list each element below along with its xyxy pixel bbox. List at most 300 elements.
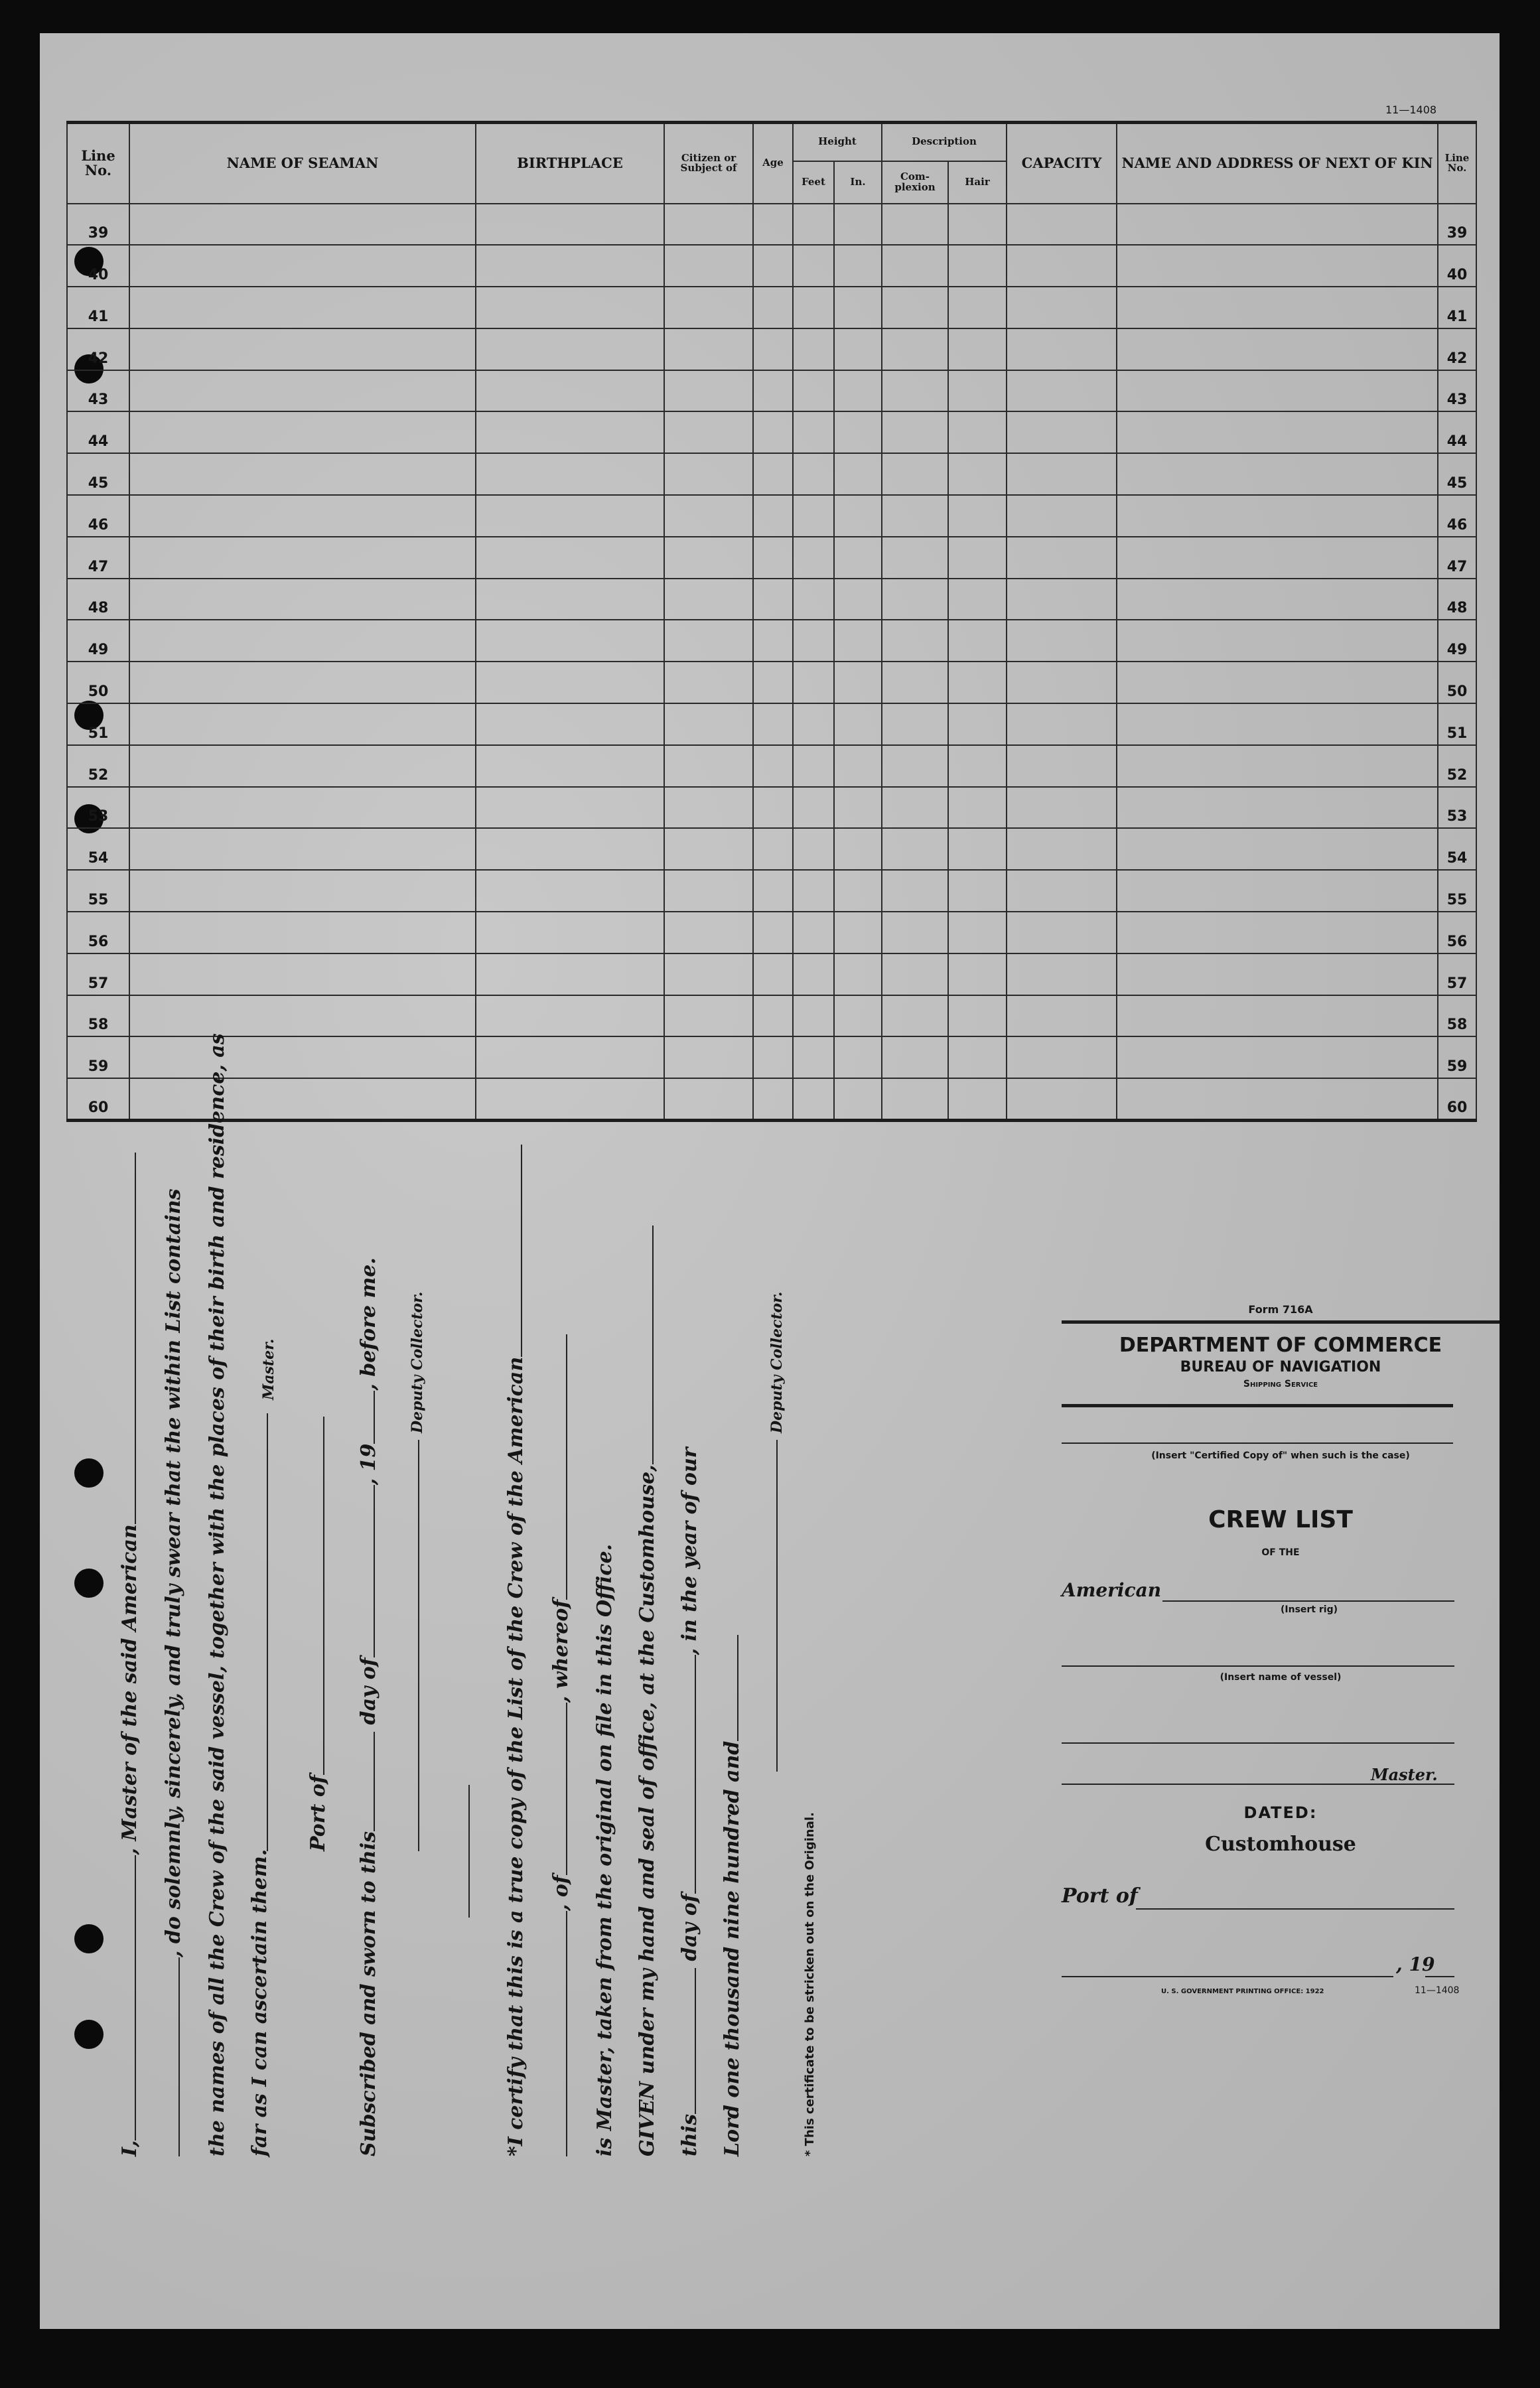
- table-cell[interactable]: [793, 411, 834, 453]
- cert-vessel-name-blank: [566, 1911, 567, 2156]
- table-cell[interactable]: [882, 953, 948, 995]
- table-cell[interactable]: [793, 495, 834, 537]
- table-cell[interactable]: [664, 204, 753, 246]
- table-cell[interactable]: [793, 995, 834, 1037]
- table-cell[interactable]: [753, 370, 793, 412]
- table-cell[interactable]: [834, 245, 882, 287]
- line-number-right: 48: [1438, 579, 1476, 620]
- table-cell[interactable]: [1007, 579, 1117, 620]
- table-cell[interactable]: [664, 953, 753, 995]
- table-cell[interactable]: [129, 204, 476, 246]
- table-cell[interactable]: [753, 495, 793, 537]
- table-cell[interactable]: [664, 245, 753, 287]
- rig-field: [1162, 1579, 1454, 1602]
- table-cell[interactable]: [129, 495, 476, 537]
- jurat-port-blank: [323, 1417, 324, 1775]
- table-cell[interactable]: [1007, 453, 1117, 495]
- jurat-day-blank: [374, 1732, 375, 1831]
- oath-line-1: [118, 1153, 141, 2156]
- table-cell[interactable]: [129, 1036, 476, 1078]
- table-cell[interactable]: [834, 870, 882, 912]
- line-number-left: 40: [67, 245, 129, 287]
- table-cell[interactable]: [834, 328, 882, 370]
- line-number-left: 56: [67, 912, 129, 953]
- table-cell[interactable]: [882, 870, 948, 912]
- table-row: [67, 995, 1476, 1037]
- table-cell[interactable]: [1007, 912, 1117, 953]
- table-cell[interactable]: [948, 953, 1007, 995]
- table-cell[interactable]: [948, 620, 1007, 662]
- table-cell[interactable]: [476, 870, 664, 912]
- table-cell[interactable]: [129, 870, 476, 912]
- table-cell[interactable]: [129, 912, 476, 953]
- table-cell[interactable]: [834, 1036, 882, 1078]
- header-complexion: Com- plexion: [882, 161, 948, 204]
- oath-line-3: the names of all the Crew of the said vessel, together with the places of their birth and residence, as: [206, 1033, 229, 2156]
- cert-signature-line: [776, 1440, 778, 1772]
- jurat-month-blank: [374, 1485, 375, 1657]
- cert-year-blank: [737, 1635, 738, 1741]
- table-cell[interactable]: [129, 745, 476, 787]
- table-cell[interactable]: [882, 287, 948, 328]
- table-cell[interactable]: [834, 953, 882, 995]
- table-cell[interactable]: [882, 204, 948, 246]
- table-cell[interactable]: [753, 411, 793, 453]
- insert-vessel-name: (Insert name of vessel): [1220, 1672, 1342, 1683]
- dated-label: DATED:: [1243, 1803, 1318, 1822]
- table-cell[interactable]: [1007, 953, 1117, 995]
- table-cell[interactable]: [834, 703, 882, 745]
- table-cell[interactable]: [664, 495, 753, 537]
- cover-year-field: [1425, 1956, 1454, 1977]
- table-cell[interactable]: [948, 828, 1007, 870]
- table-cell[interactable]: [753, 1078, 793, 1120]
- table-cell[interactable]: [753, 204, 793, 246]
- table-cell[interactable]: [664, 579, 753, 620]
- table-cell[interactable]: [834, 537, 882, 579]
- table-cell[interactable]: [476, 204, 664, 246]
- table-cell[interactable]: [129, 453, 476, 495]
- table-cell[interactable]: [948, 1036, 1007, 1078]
- table-cell[interactable]: [1007, 703, 1117, 745]
- table-cell[interactable]: [793, 787, 834, 829]
- separator-line: [468, 1785, 470, 1918]
- table-cell[interactable]: [834, 495, 882, 537]
- table-cell[interactable]: [664, 1036, 753, 1078]
- table-cell[interactable]: [1117, 453, 1438, 495]
- table-cell[interactable]: [664, 870, 753, 912]
- line-number-left: 43: [67, 370, 129, 412]
- table-cell[interactable]: [753, 453, 793, 495]
- line-number-right: 52: [1438, 745, 1476, 787]
- table-cell[interactable]: [1007, 495, 1117, 537]
- insert-rig: (Insert rig): [1281, 1604, 1338, 1615]
- table-cell[interactable]: [753, 828, 793, 870]
- table-cell[interactable]: [476, 662, 664, 703]
- table-cell[interactable]: [882, 1078, 948, 1120]
- cert-this: this: [678, 2114, 701, 2156]
- form-code-top: 11—1408: [1385, 104, 1437, 116]
- table-cell[interactable]: [834, 453, 882, 495]
- table-cell[interactable]: [1117, 537, 1438, 579]
- line-number-left: 42: [67, 328, 129, 370]
- table-cell[interactable]: [129, 411, 476, 453]
- table-cell[interactable]: [664, 662, 753, 703]
- table-row: [67, 245, 1476, 287]
- table-cell[interactable]: [793, 579, 834, 620]
- jurat-subscribed: Subscribed and sworn to this: [357, 1831, 380, 2156]
- table-cell[interactable]: [834, 370, 882, 412]
- line-number-right: 57: [1438, 953, 1476, 995]
- table-cell[interactable]: [793, 328, 834, 370]
- table-cell[interactable]: [882, 411, 948, 453]
- table-cell[interactable]: [834, 579, 882, 620]
- table-cell[interactable]: [948, 662, 1007, 703]
- cert-lord: Lord one thousand nine hundred and: [721, 1740, 744, 2156]
- table-cell[interactable]: [1117, 370, 1438, 412]
- table-cell[interactable]: [1007, 328, 1117, 370]
- table-cell[interactable]: [129, 328, 476, 370]
- table-cell[interactable]: [882, 745, 948, 787]
- table-cell[interactable]: [664, 787, 753, 829]
- table-cell[interactable]: [1117, 995, 1438, 1037]
- table-cell[interactable]: [476, 411, 664, 453]
- table-cell[interactable]: [129, 1078, 476, 1120]
- cover-master-label: Master.: [1371, 1765, 1438, 1784]
- table-cell[interactable]: [793, 204, 834, 246]
- line-number-left: 60: [67, 1078, 129, 1120]
- crew-table: [66, 121, 1477, 1122]
- table-cell[interactable]: [882, 995, 948, 1037]
- cert-line-4: [636, 1226, 659, 2156]
- line-number-left: 45: [67, 453, 129, 495]
- table-cell[interactable]: [948, 912, 1007, 953]
- line-number-left: 55: [67, 870, 129, 912]
- oath-i: I,: [118, 2140, 141, 2156]
- table-row: [67, 579, 1476, 620]
- table-cell[interactable]: [948, 787, 1007, 829]
- table-cell[interactable]: [476, 370, 664, 412]
- table-cell[interactable]: [664, 995, 753, 1037]
- line-number-left: 51: [67, 703, 129, 745]
- table-cell[interactable]: [1007, 370, 1117, 412]
- table-cell[interactable]: [882, 703, 948, 745]
- table-row: [67, 287, 1476, 328]
- table-cell[interactable]: [1007, 411, 1117, 453]
- table-cell[interactable]: [948, 370, 1007, 412]
- table-cell[interactable]: [834, 620, 882, 662]
- table-cell[interactable]: [882, 328, 948, 370]
- table-cell[interactable]: [948, 703, 1007, 745]
- table-cell[interactable]: [882, 495, 948, 537]
- table-cell[interactable]: [948, 495, 1007, 537]
- table-cell[interactable]: [948, 579, 1007, 620]
- table-cell[interactable]: [476, 620, 664, 662]
- oath-solemnly: , do solemnly, sincerely, and truly swear that the within List contains: [162, 1188, 185, 1957]
- table-cell[interactable]: [476, 1078, 664, 1120]
- table-cell[interactable]: [793, 287, 834, 328]
- crew-list-title: CREW LIST: [1208, 1506, 1353, 1533]
- table-cell[interactable]: [664, 537, 753, 579]
- table-cell[interactable]: [1007, 662, 1117, 703]
- table-cell[interactable]: [129, 995, 476, 1037]
- table-cell[interactable]: [834, 912, 882, 953]
- table-cell[interactable]: [793, 1036, 834, 1078]
- table-cell[interactable]: [793, 662, 834, 703]
- header-line-no-right: Line No.: [1438, 123, 1476, 204]
- table-row: [67, 787, 1476, 829]
- punch-hole: [74, 1924, 104, 1953]
- table-cell[interactable]: [753, 537, 793, 579]
- cover-panel: [1062, 1281, 1500, 2223]
- table-cell[interactable]: [476, 953, 664, 995]
- table-cell[interactable]: [753, 912, 793, 953]
- table-cell[interactable]: [948, 245, 1007, 287]
- table-cell[interactable]: [1117, 1078, 1438, 1120]
- table-cell[interactable]: [753, 787, 793, 829]
- table-cell[interactable]: [882, 537, 948, 579]
- table-cell[interactable]: [793, 1078, 834, 1120]
- table-cell[interactable]: [834, 1078, 882, 1120]
- table-cell[interactable]: [753, 1036, 793, 1078]
- table-cell[interactable]: [1117, 328, 1438, 370]
- table-cell[interactable]: [664, 287, 753, 328]
- table-cell[interactable]: [476, 287, 664, 328]
- table-cell[interactable]: [476, 703, 664, 745]
- table-cell[interactable]: [882, 662, 948, 703]
- line-number-right: 54: [1438, 828, 1476, 870]
- header-age: Age: [753, 123, 793, 204]
- table-cell[interactable]: [664, 1078, 753, 1120]
- table-cell[interactable]: [882, 787, 948, 829]
- table-cell[interactable]: [1117, 495, 1438, 537]
- table-cell[interactable]: [1117, 787, 1438, 829]
- table-cell[interactable]: [948, 745, 1007, 787]
- table-cell[interactable]: [753, 620, 793, 662]
- table-cell[interactable]: [834, 828, 882, 870]
- table-cell[interactable]: [1117, 204, 1438, 246]
- table-row: [67, 328, 1476, 370]
- line-number-left: 54: [67, 828, 129, 870]
- table-cell[interactable]: [882, 370, 948, 412]
- table-cell[interactable]: [753, 662, 793, 703]
- table-cell[interactable]: [948, 328, 1007, 370]
- table-cell[interactable]: [948, 453, 1007, 495]
- line-number-left: 49: [67, 620, 129, 662]
- table-cell[interactable]: [664, 620, 753, 662]
- table-cell[interactable]: [753, 870, 793, 912]
- table-cell[interactable]: [1117, 287, 1438, 328]
- table-cell[interactable]: [753, 287, 793, 328]
- table-cell[interactable]: [1117, 662, 1438, 703]
- table-cell[interactable]: [948, 204, 1007, 246]
- table-cell[interactable]: [882, 453, 948, 495]
- table-cell[interactable]: [664, 411, 753, 453]
- table-cell[interactable]: [753, 703, 793, 745]
- table-cell[interactable]: [948, 995, 1007, 1037]
- table-cell[interactable]: [753, 328, 793, 370]
- form-number: Form 716A: [1248, 1303, 1313, 1316]
- table-cell[interactable]: [1117, 579, 1438, 620]
- table-cell[interactable]: [476, 995, 664, 1037]
- table-cell[interactable]: [664, 828, 753, 870]
- table-cell[interactable]: [664, 453, 753, 495]
- table-cell[interactable]: [753, 995, 793, 1037]
- table-cell[interactable]: [476, 745, 664, 787]
- table-cell[interactable]: [1007, 828, 1117, 870]
- header-inches: In.: [834, 161, 882, 204]
- table-cell[interactable]: [129, 245, 476, 287]
- table-cell[interactable]: [1117, 745, 1438, 787]
- table-cell[interactable]: [129, 287, 476, 328]
- table-cell[interactable]: [793, 620, 834, 662]
- table-cell[interactable]: [753, 579, 793, 620]
- header-name-of-seaman: NAME OF SEAMAN: [129, 123, 476, 204]
- table-cell[interactable]: [476, 912, 664, 953]
- table-cell[interactable]: [129, 953, 476, 995]
- table-cell[interactable]: [1007, 870, 1117, 912]
- table-cell[interactable]: [753, 953, 793, 995]
- bureau-title: BUREAU OF NAVIGATION: [1180, 1359, 1381, 1375]
- table-cell[interactable]: [793, 870, 834, 912]
- table-cell[interactable]: [129, 703, 476, 745]
- table-cell[interactable]: [1007, 1078, 1117, 1120]
- table-cell[interactable]: [948, 537, 1007, 579]
- cert-line-6: [721, 1635, 744, 2156]
- table-cell[interactable]: [834, 204, 882, 246]
- cert-year-of-our: , in the year of our: [678, 1447, 701, 1655]
- table-cell[interactable]: [1007, 1036, 1117, 1078]
- cert-footnote: * This certificate to be stricken out on the Original.: [803, 1812, 817, 2156]
- table-cell[interactable]: [1007, 620, 1117, 662]
- header-citizen: Citizen or Subject of: [664, 123, 753, 204]
- cover-rule-2: [1062, 1404, 1453, 1407]
- table-row: [67, 703, 1476, 745]
- table-cell[interactable]: [793, 745, 834, 787]
- table-cell[interactable]: [882, 828, 948, 870]
- line-number-left: 47: [67, 537, 129, 579]
- table-cell[interactable]: [476, 579, 664, 620]
- table-cell[interactable]: [793, 953, 834, 995]
- table-cell[interactable]: [1117, 620, 1438, 662]
- cert-whereof: , whereof: [549, 1599, 573, 1703]
- table-cell[interactable]: [129, 579, 476, 620]
- table-cell[interactable]: [834, 787, 882, 829]
- table-cell[interactable]: [1007, 245, 1117, 287]
- table-cell[interactable]: [1117, 828, 1438, 870]
- table-cell[interactable]: [834, 662, 882, 703]
- table-cell[interactable]: [476, 537, 664, 579]
- table-cell[interactable]: [476, 1036, 664, 1078]
- table-cell[interactable]: [882, 620, 948, 662]
- table-cell[interactable]: [753, 245, 793, 287]
- line-number-right: 40: [1438, 245, 1476, 287]
- master-label: Master.: [260, 1338, 277, 1400]
- table-cell[interactable]: [664, 370, 753, 412]
- table-cell[interactable]: [793, 370, 834, 412]
- table-cell[interactable]: [1117, 245, 1438, 287]
- table-cell[interactable]: [793, 828, 834, 870]
- master-name-blank: [135, 1855, 136, 2141]
- table-cell[interactable]: [476, 245, 664, 287]
- cert-month-blank: [695, 1655, 696, 1894]
- table-cell[interactable]: [948, 411, 1007, 453]
- vessel-blank: [135, 1153, 136, 1524]
- line-number-left: 50: [67, 662, 129, 703]
- table-cell[interactable]: [882, 579, 948, 620]
- table-cell[interactable]: [1117, 703, 1438, 745]
- table-cell[interactable]: [664, 328, 753, 370]
- table-cell[interactable]: [1007, 787, 1117, 829]
- of-the: OF THE: [1261, 1547, 1300, 1558]
- table-cell[interactable]: [664, 912, 753, 953]
- cert-given: GIVEN under my hand and seal of office, at the Customhouse,: [636, 1464, 659, 2156]
- table-cell[interactable]: [882, 1036, 948, 1078]
- table-cell[interactable]: [476, 453, 664, 495]
- line-number-right: 44: [1438, 411, 1476, 453]
- table-cell[interactable]: [882, 245, 948, 287]
- table-cell[interactable]: [129, 828, 476, 870]
- table-row: [67, 745, 1476, 787]
- table-cell[interactable]: [476, 328, 664, 370]
- table-cell[interactable]: [948, 870, 1007, 912]
- table-cell[interactable]: [129, 620, 476, 662]
- table-cell[interactable]: [1117, 953, 1438, 995]
- table-cell[interactable]: [948, 1078, 1007, 1120]
- line-number-left: 39: [67, 204, 129, 246]
- cert-vessel-blank: [521, 1145, 522, 1357]
- table-cell[interactable]: [1007, 204, 1117, 246]
- table-cell[interactable]: [1007, 537, 1117, 579]
- table-cell[interactable]: [753, 745, 793, 787]
- table-cell[interactable]: [664, 703, 753, 745]
- table-cell[interactable]: [882, 912, 948, 953]
- table-cell[interactable]: [948, 287, 1007, 328]
- table-cell[interactable]: [793, 703, 834, 745]
- table-cell[interactable]: [1117, 1036, 1438, 1078]
- table-cell[interactable]: [1117, 912, 1438, 953]
- table-cell[interactable]: [129, 787, 476, 829]
- table-cell[interactable]: [129, 662, 476, 703]
- table-cell[interactable]: [1117, 870, 1438, 912]
- line-number-right: 53: [1438, 787, 1476, 829]
- table-cell[interactable]: [476, 828, 664, 870]
- table-cell[interactable]: [793, 453, 834, 495]
- table-cell[interactable]: [476, 787, 664, 829]
- oath-master-of-american: , Master of the said American: [118, 1524, 141, 1855]
- oath-line-2: [162, 1188, 185, 2156]
- table-cell[interactable]: [834, 287, 882, 328]
- line-number-left: 53: [67, 787, 129, 829]
- table-row: [67, 870, 1476, 912]
- table-cell[interactable]: [793, 912, 834, 953]
- table-cell[interactable]: [1007, 995, 1117, 1037]
- table-cell[interactable]: [476, 495, 664, 537]
- line-number-right: 50: [1438, 662, 1476, 703]
- table-cell[interactable]: [129, 370, 476, 412]
- table-cell[interactable]: [793, 537, 834, 579]
- table-cell[interactable]: [664, 745, 753, 787]
- table-cell[interactable]: [1117, 411, 1438, 453]
- table-cell[interactable]: [129, 537, 476, 579]
- table-cell[interactable]: [1007, 287, 1117, 328]
- table-cell[interactable]: [793, 245, 834, 287]
- master-name-field-1: [1062, 1705, 1454, 1744]
- table-cell[interactable]: [1007, 745, 1117, 787]
- table-cell[interactable]: [834, 411, 882, 453]
- table-cell[interactable]: [834, 995, 882, 1037]
- table-cell[interactable]: [834, 745, 882, 787]
